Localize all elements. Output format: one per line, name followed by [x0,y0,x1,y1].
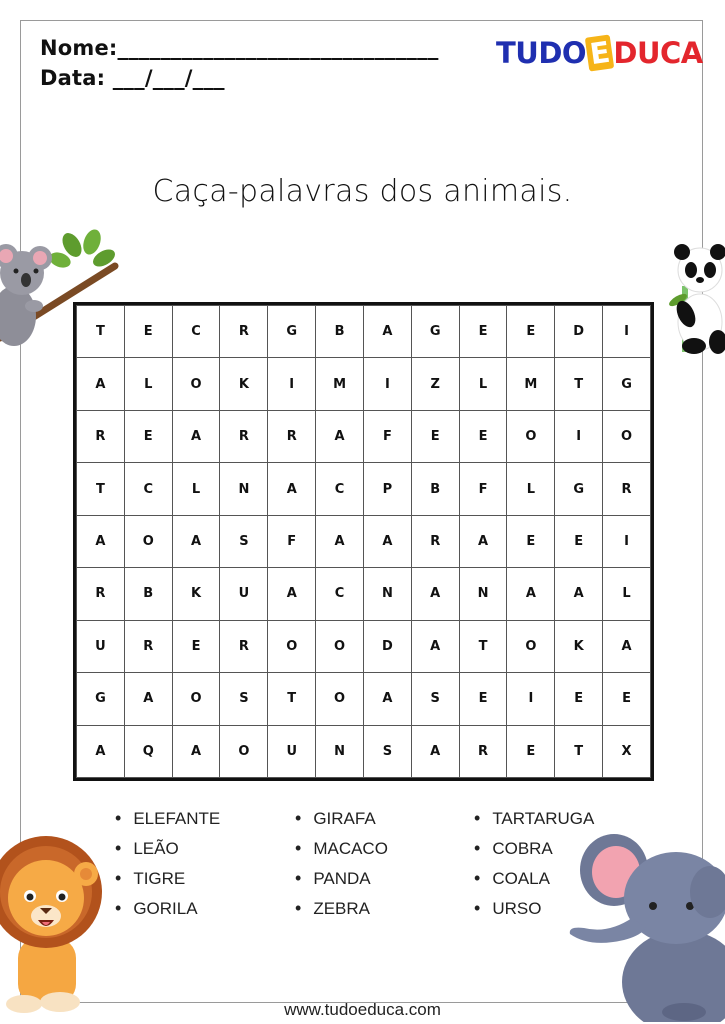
grid-cell[interactable]: C [316,568,364,620]
grid-cell[interactable]: I [603,306,651,358]
grid-cell[interactable]: I [555,410,603,462]
grid-cell[interactable]: S [363,725,411,778]
grid-row [77,410,651,462]
grid-cell[interactable]: E [603,673,651,725]
grid-cell[interactable]: E [411,410,459,462]
grid-cell[interactable]: A [172,515,220,567]
word-item: • TARTARUGA [474,803,594,833]
grid-cell[interactable]: U [268,725,316,778]
grid-cell[interactable]: I [363,358,411,410]
grid-cell[interactable]: I [268,358,316,410]
grid-row [77,306,651,358]
grid-cell[interactable]: A [411,620,459,672]
grid-cell[interactable]: O [316,673,364,725]
grid-cell[interactable]: E [459,306,507,358]
word-item: • GORILA [115,893,220,923]
grid-row [77,463,651,515]
grid-cell[interactable]: R [603,463,651,515]
grid-cell[interactable]: A [172,725,220,778]
word-item: • TIGRE [115,863,220,893]
grid-cell[interactable]: A [411,568,459,620]
grid-cell[interactable]: L [507,463,555,515]
footer-url[interactable]: www.tudoeduca.com [284,1000,441,1019]
grid-cell[interactable]: S [220,673,268,725]
grid-cell[interactable]: O [268,620,316,672]
grid-cell[interactable]: K [555,620,603,672]
grid-cell[interactable]: T [268,673,316,725]
grid-cell[interactable]: T [459,620,507,672]
grid-cell[interactable]: R [124,620,172,672]
word-column [295,803,388,923]
grid-cell[interactable]: T [77,306,125,358]
grid-cell[interactable]: A [268,568,316,620]
logo-text-tudo: TUDO [496,36,587,70]
grid-row [77,725,651,778]
grid-cell[interactable]: K [172,568,220,620]
grid-cell[interactable]: E [124,306,172,358]
word-item: • COBRA [474,833,594,863]
grid-cell[interactable]: C [316,463,364,515]
grid-cell[interactable]: A [316,410,364,462]
grid-cell[interactable]: A [459,515,507,567]
grid-row [77,673,651,725]
date-field[interactable]: Data: ___/___/___ [40,66,225,90]
grid-cell[interactable]: E [459,410,507,462]
page-title: Caça-palavras dos animais. [152,174,573,209]
grid-cell[interactable]: A [124,673,172,725]
word-column [115,803,220,923]
grid-cell[interactable]: E [555,673,603,725]
word-item: • COALA [474,863,594,893]
grid-cell[interactable]: R [220,410,268,462]
grid-cell[interactable]: A [603,620,651,672]
grid-cell[interactable]: A [316,515,364,567]
grid-cell[interactable]: G [411,306,459,358]
grid-cell[interactable]: N [316,725,364,778]
grid-cell[interactable]: N [220,463,268,515]
grid-cell[interactable]: E [555,515,603,567]
grid-cell[interactable]: O [172,358,220,410]
grid-cell[interactable]: R [220,620,268,672]
name-field[interactable]: Nome:______________________________ [40,36,439,60]
grid-cell[interactable]: R [220,306,268,358]
grid-cell[interactable]: L [124,358,172,410]
grid-cell[interactable]: B [124,568,172,620]
grid-cell[interactable]: E [507,725,555,778]
grid-cell[interactable]: G [77,673,125,725]
panda-icon [660,240,725,360]
grid-cell[interactable]: L [172,463,220,515]
word-item: • GIRAFA [295,803,388,833]
grid-cell[interactable]: B [411,463,459,515]
grid-cell[interactable]: R [411,515,459,567]
grid-cell[interactable]: O [507,620,555,672]
grid-cell[interactable]: T [555,725,603,778]
word-search-grid [73,302,654,781]
logo-book-e: E [585,34,615,71]
grid-cell[interactable]: A [77,515,125,567]
grid-cell[interactable]: A [363,306,411,358]
elephant-icon [560,832,725,1022]
grid-cell[interactable]: R [459,725,507,778]
word-item: • ELEFANTE [115,803,220,833]
grid-cell[interactable]: O [603,410,651,462]
grid-cell[interactable]: A [555,568,603,620]
grid-row [77,620,651,672]
grid-row [77,515,651,567]
grid-cell[interactable]: S [411,673,459,725]
grid-cell[interactable]: B [316,306,364,358]
grid-cell[interactable]: A [268,463,316,515]
grid-cell[interactable]: E [507,515,555,567]
grid-cell[interactable]: U [77,620,125,672]
logo-text-duca: DUCA [613,36,703,70]
grid-cell[interactable]: Z [411,358,459,410]
grid-cell[interactable]: G [555,463,603,515]
grid-cell[interactable]: O [220,725,268,778]
word-item: • MACACO [295,833,388,863]
grid-cell[interactable]: K [220,358,268,410]
grid-cell[interactable]: R [77,568,125,620]
word-item: • LEÃO [115,833,220,863]
grid-cell[interactable]: G [268,306,316,358]
lion-icon [0,818,108,1014]
grid-cell[interactable]: P [363,463,411,515]
grid-cell[interactable]: A [363,673,411,725]
grid-cell[interactable]: O [172,673,220,725]
grid-cell[interactable]: N [459,568,507,620]
grid-cell[interactable]: F [363,410,411,462]
grid-cell[interactable]: A [77,358,125,410]
grid-cell[interactable]: C [172,306,220,358]
grid-cell[interactable]: F [268,515,316,567]
grid-cell[interactable]: A [77,725,125,778]
grid-cell[interactable]: S [220,515,268,567]
grid-cell[interactable]: I [507,673,555,725]
grid-cell[interactable]: G [603,358,651,410]
grid-cell[interactable]: A [363,515,411,567]
grid-cell[interactable]: E [172,620,220,672]
grid-cell[interactable]: L [459,358,507,410]
grid-cell[interactable]: O [124,515,172,567]
grid-cell[interactable]: A [507,568,555,620]
grid-cell[interactable]: O [316,620,364,672]
grid-cell[interactable]: T [555,358,603,410]
grid-cell[interactable]: X [603,725,651,778]
grid-cell[interactable]: T [77,463,125,515]
word-item: • ZEBRA [295,893,388,923]
word-item: • PANDA [295,863,388,893]
grid-cell[interactable]: M [316,358,364,410]
logo [496,36,703,70]
grid-cell[interactable]: D [363,620,411,672]
grid-cell[interactable]: D [555,306,603,358]
grid-cell[interactable]: E [459,673,507,725]
grid-cell[interactable]: U [220,568,268,620]
grid-cell[interactable]: N [363,568,411,620]
grid-cell[interactable]: L [603,568,651,620]
grid-cell[interactable]: R [268,410,316,462]
grid-cell[interactable]: E [507,306,555,358]
grid-cell[interactable]: E [124,410,172,462]
grid-cell[interactable]: F [459,463,507,515]
grid-cell[interactable]: O [507,410,555,462]
grid-cell[interactable]: M [507,358,555,410]
grid-cell[interactable]: A [172,410,220,462]
word-item: • URSO [474,893,594,923]
grid-row [77,568,651,620]
grid-cell[interactable]: I [603,515,651,567]
grid-cell[interactable]: R [77,410,125,462]
grid-cell[interactable]: A [411,725,459,778]
grid-cell[interactable]: C [124,463,172,515]
grid-row [77,358,651,410]
grid-cell[interactable]: Q [124,725,172,778]
